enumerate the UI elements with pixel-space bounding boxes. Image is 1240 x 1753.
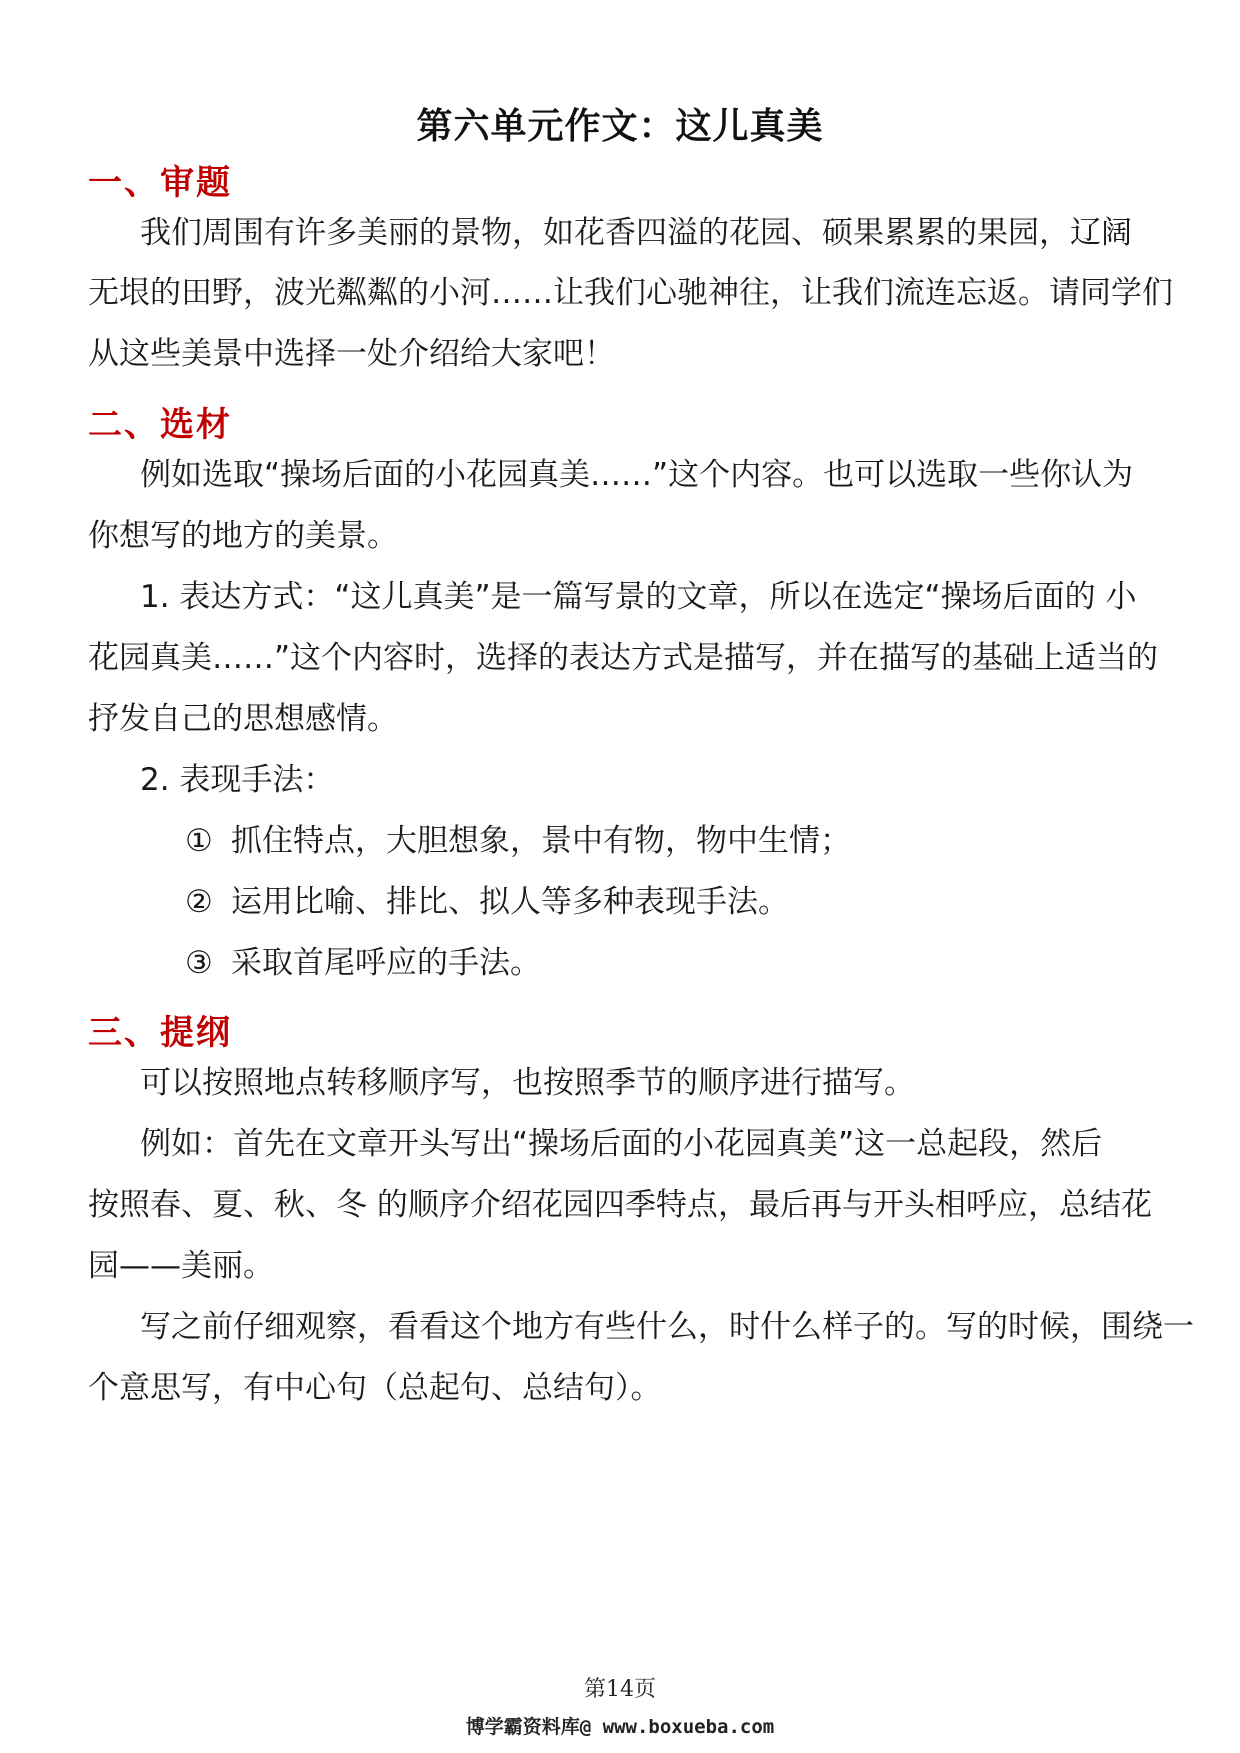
section-heading-2: 二、选材 bbox=[88, 405, 232, 445]
list-item bbox=[185, 943, 541, 983]
footer-watermark: 博学霸资料库@ www.boxueba.com bbox=[465, 1716, 775, 1738]
paragraph-line: 花园真美……”这个内容时，选择的表达方式是描写，并在描写的基础上适当的 bbox=[88, 640, 1159, 676]
paragraph-line: 无垠的田野，波光粼粼的小河……让我们心驰神往，让我们流连忘返。请同学们 bbox=[88, 275, 1173, 311]
page-number: 第14页 bbox=[584, 1677, 656, 1702]
paragraph-line: 2. 表现手法： bbox=[140, 762, 335, 798]
list-item-text: 采取首尾呼应的手法。 bbox=[231, 945, 541, 981]
paragraph-line: 写之前仔细观察，看看这个地方有些什么，时什么样子的。写的时候，围绕一 bbox=[140, 1309, 1194, 1345]
list-item-text: 运用比喻、排比、拟人等多种表现手法。 bbox=[231, 884, 789, 920]
list-item bbox=[185, 821, 851, 861]
page-title: 第六单元作文：这儿真美 bbox=[416, 106, 824, 147]
paragraph-line: 个意思写，有中心句（总起句、总结句）。 bbox=[88, 1370, 662, 1406]
paragraph-line: 例如：首先在文章开头写出“操场后面的小花园真美”这一总起段，然后 bbox=[140, 1126, 1103, 1162]
list-item-number: ② bbox=[185, 884, 213, 920]
paragraph-line: 我们周围有许多美丽的景物，如花香四溢的花园、硕果累累的果园，辽阔 bbox=[140, 215, 1132, 251]
section-heading-1: 一、审题 bbox=[88, 163, 232, 203]
list-item-number: ③ bbox=[185, 945, 213, 981]
list-item-number: ① bbox=[185, 823, 213, 859]
paragraph-line: 可以按照地点转移顺序写，也按照季节的顺序进行描写。 bbox=[140, 1065, 915, 1101]
list-item bbox=[185, 882, 789, 922]
paragraph-line: 按照春、夏、秋、冬 的顺序介绍花园四季特点，最后再与开头相呼应，总结花 bbox=[88, 1187, 1152, 1223]
paragraph-line: 园——美丽。 bbox=[88, 1248, 274, 1284]
paragraph-line: 你想写的地方的美景。 bbox=[88, 518, 398, 554]
section-heading-3: 三、提纲 bbox=[88, 1013, 232, 1053]
list-item-text: 抓住特点，大胆想象，景中有物，物中生情； bbox=[231, 823, 851, 859]
paragraph-line: 例如选取“操场后面的小花园真美……”这个内容。也可以选取一些你认为 bbox=[140, 457, 1134, 493]
paragraph-line: 1. 表达方式：“这儿真美”是一篇写景的文章，所以在选定“操场后面的 小 bbox=[140, 579, 1137, 615]
paragraph-line: 从这些美景中选择一处介绍给大家吧！ bbox=[88, 336, 615, 372]
paragraph-line: 抒发自己的思想感情。 bbox=[88, 701, 398, 737]
